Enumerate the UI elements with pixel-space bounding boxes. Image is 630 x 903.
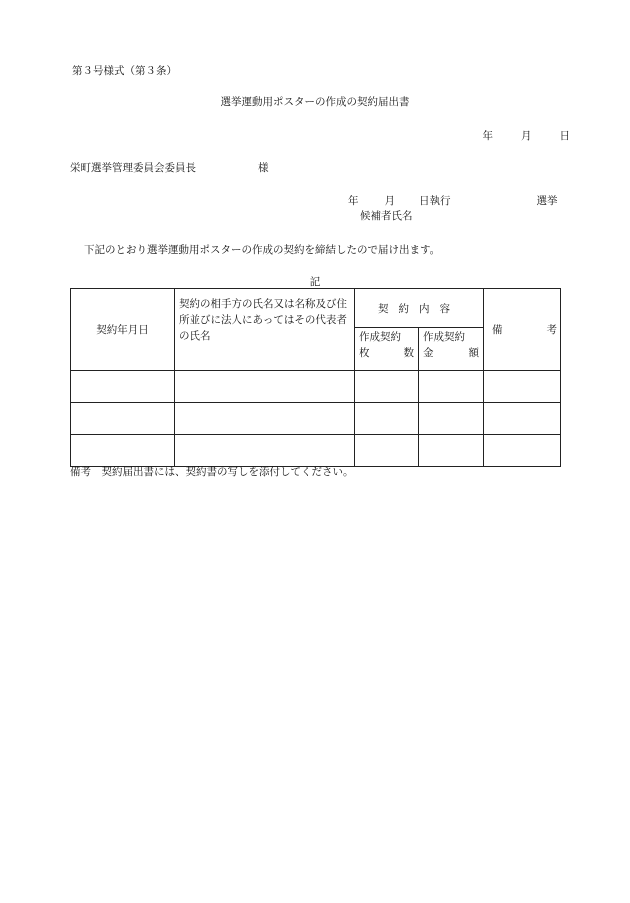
table-row — [71, 371, 561, 403]
cell-amount[interactable] — [419, 371, 484, 403]
submission-date — [483, 130, 571, 143]
header-contract-contents: 契約内容 — [355, 289, 484, 328]
date-month: 月 — [521, 130, 532, 142]
remarks-char-1: 備 — [492, 324, 503, 336]
cell-sheets[interactable] — [355, 435, 419, 467]
sheet-count-char-b: 数 — [403, 346, 414, 359]
cell-date[interactable] — [71, 435, 175, 467]
document-title: 選挙運動用ポスターの作成の契約届出書 — [220, 96, 410, 108]
cell-sheets[interactable] — [355, 403, 419, 435]
sheet-count-char-a: 枚 — [359, 346, 370, 359]
candidate-name-label: 候補者氏名 — [360, 210, 413, 222]
contract-table — [70, 288, 561, 467]
amount-line1: 作成契約 — [423, 331, 465, 343]
header-remarks — [484, 289, 561, 371]
table-row — [71, 403, 561, 435]
header-contract-party: 契約の相手方の氏名又は名称及び住所並びに法人にあってはその代表者の氏名 — [175, 289, 355, 371]
amount-char-b: 額 — [468, 346, 479, 359]
amount-char-a: 金 — [423, 346, 434, 359]
date-day: 日 — [559, 130, 570, 142]
remarks-char-2: 考 — [546, 324, 557, 336]
header-contract-date: 契約年月日 — [71, 289, 175, 371]
election-line — [348, 195, 558, 208]
cell-remarks[interactable] — [484, 435, 561, 467]
cell-date[interactable] — [71, 403, 175, 435]
cell-remarks[interactable] — [484, 371, 561, 403]
date-year: 年 — [482, 130, 493, 142]
ki-heading: 記 — [309, 276, 321, 288]
sheet-count-line1: 作成契約 — [359, 331, 401, 343]
body-text: 下記のとおり選挙運動用ポスターの作成の契約を締結したので届け出ます。 — [84, 244, 441, 256]
header-contract-amount — [419, 328, 484, 371]
cell-party[interactable] — [175, 403, 355, 435]
form-number: 第３号様式（第３条） — [72, 65, 177, 77]
remarks-note: 備考 契約届出書には、契約書の写しを添付してください。 — [70, 466, 354, 478]
cell-party[interactable] — [175, 371, 355, 403]
addressee-honorific: 様 — [258, 162, 269, 174]
cell-sheets[interactable] — [355, 371, 419, 403]
election-day: 日執行 — [419, 195, 451, 207]
election-year: 年 — [348, 195, 359, 207]
header-sheet-count — [355, 328, 419, 371]
cell-amount[interactable] — [419, 403, 484, 435]
table-row — [71, 435, 561, 467]
cell-amount[interactable] — [419, 435, 484, 467]
addressee — [70, 162, 269, 175]
cell-party[interactable] — [175, 435, 355, 467]
election-month: 月 — [384, 195, 395, 207]
addressee-name: 栄町選挙管理委員会委員長 — [70, 162, 196, 174]
election-name: 選挙 — [536, 195, 558, 207]
cell-date[interactable] — [71, 371, 175, 403]
cell-remarks[interactable] — [484, 403, 561, 435]
